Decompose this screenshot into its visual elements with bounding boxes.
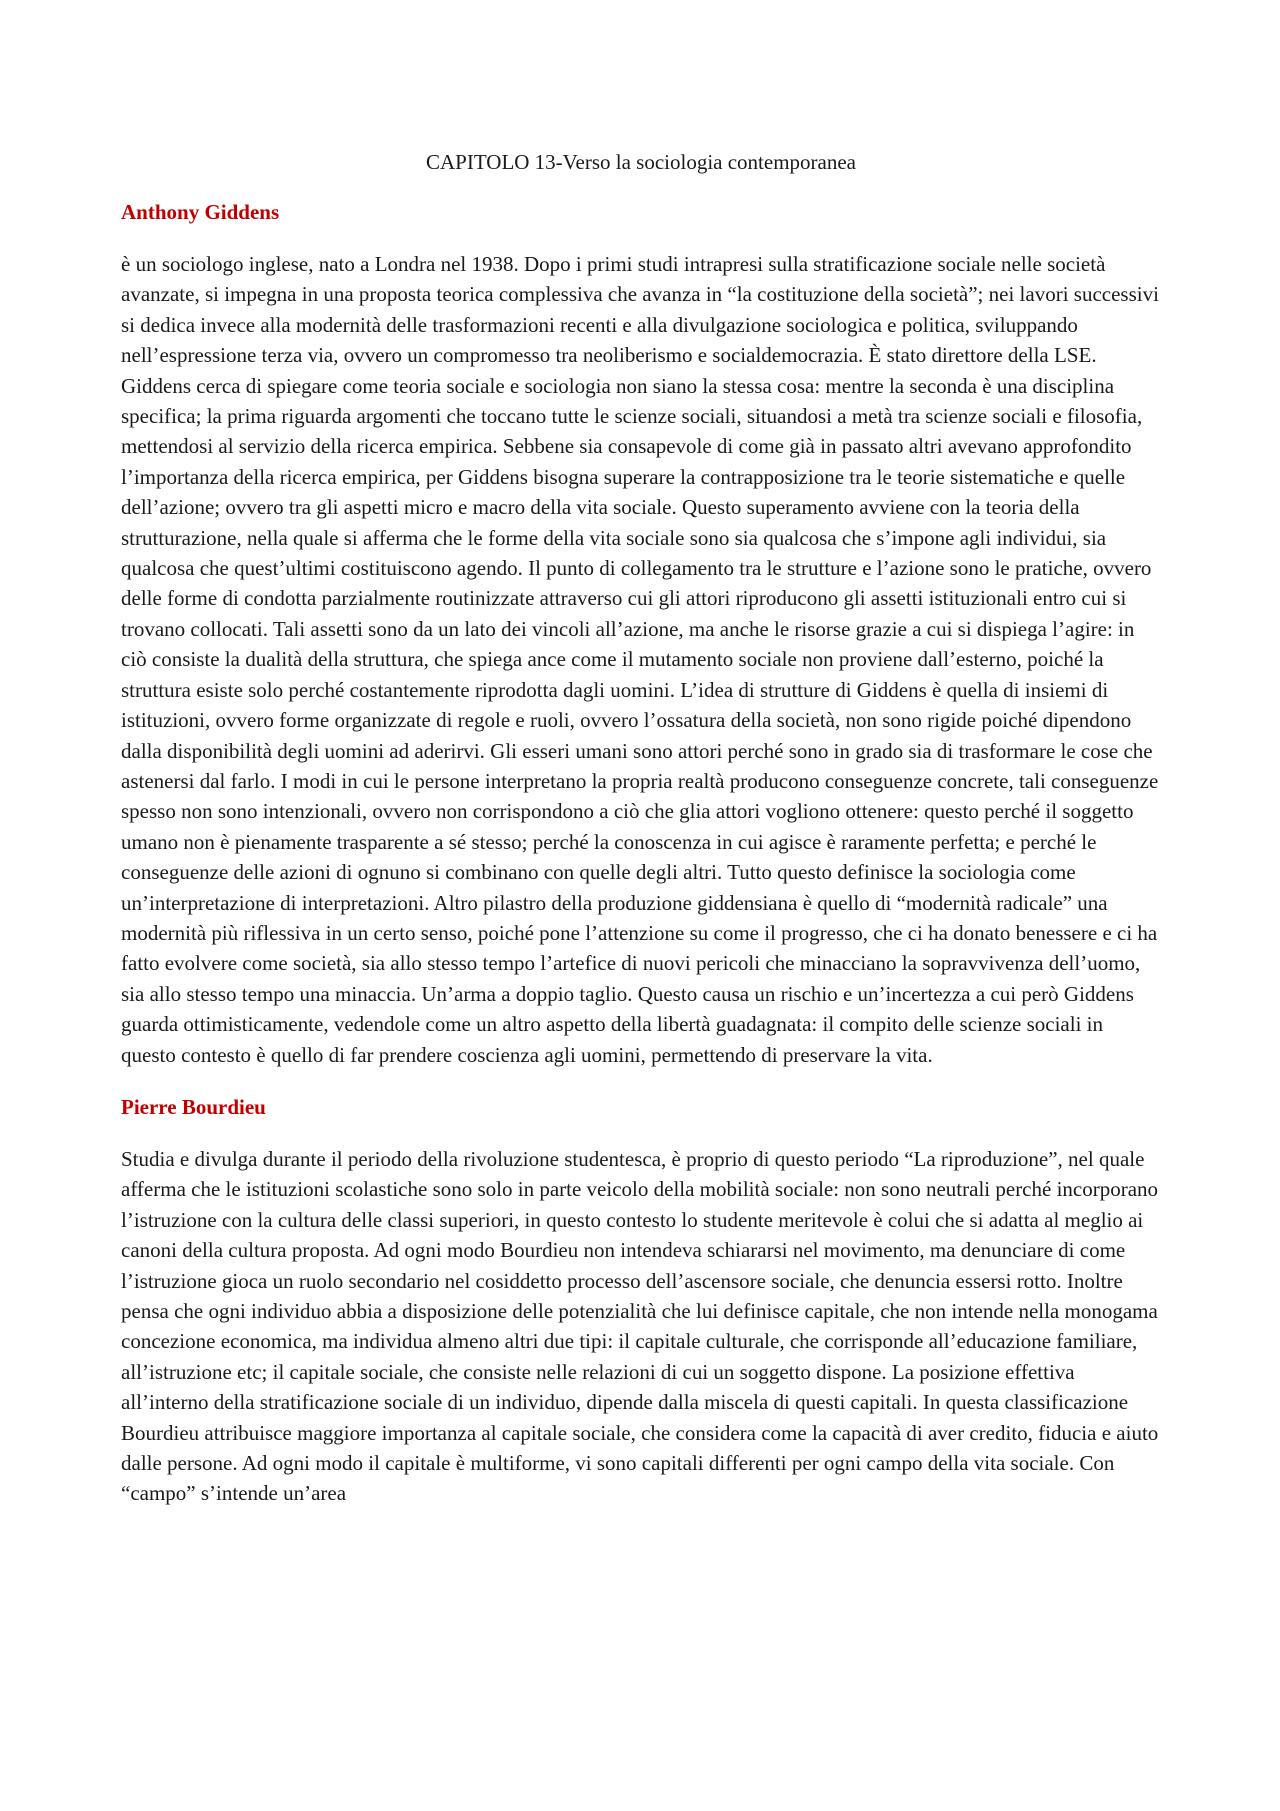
chapter-title: CAPITOLO 13-Verso la sociologia contemporanea xyxy=(425,150,856,174)
section-body-giddens: è un sociologo inglese, nato a Londra nel 1938. Dopo i primi studi intrapresi sulla stratificazione sociale nelle società avanzate, si impegna in una proposta teorica complessiva che avanza in “la costituzione della società”; nei lavori successivi si dedica invece alla modernità delle trasformazioni recenti e alla divulgazione sociologica e politica, sviluppando nell’espressione terza via, ovvero un compromesso tra neoliberismo e socialdemocrazia. È stato direttore della LSE. Giddens cerca di spiegare come teoria sociale e sociologia non siano la stessa cosa: mentre la seconda è una disciplina specifica; la prima riguarda argomenti che toccano tutte le scienze sociali, situandosi a metà tra scienze sociali e filosofia, mettendosi al servizio della ricerca empirica. Sebbene sia consapevole di come già in passato altri avevano approfondito l’importanza della ricerca empirica, per Giddens bisogna superare la contrapposizione tra le teorie sistematiche e quelle dell’azione; ovvero tra gli aspetti micro e macro della vita sociale. Questo superamento avviene con la teoria della strutturazione, nella quale si afferma che le forme della vita sociale sono sia qualcosa che s’impone agli individui, sia qualcosa che quest’ultimi costituiscono agendo. Il punto di collegamento tra le strutture e l’azione sono le pratiche, ovvero delle forme di condotta parzialmente routinizzate attraverso cui gli attori riproducono gli assetti istituzionali entro cui si trovano collocati. Tali assetti sono da un lato dei vincoli all’azione, ma anche le risorse grazie a cui si dispiega l’agire: in ciò consiste la dualità della struttura, che spiega ance come il mutamento sociale non proviene dall’esterno, poiché la struttura esiste solo perché costantemente riprodotta dagli uomini. L’idea di strutture di Giddens è quella di insiemi di istituzioni, ovvero forme organizzate di regole e ruoli, ovvero l’ossatura della società, non sono rigide poiché dipendono dalla disponibilità degli uomini ad aderirvi. Gli esseri umani sono attori perché sono in grado sia di trasformare le cose che astenersi dal farlo. I modi in cui le persone interpretano la propria realtà producono conseguenze concrete, tali conseguenze spesso non sono intenzionali, ovvero non corrispondono a ciò che glia attori vogliono ottenere: questo perché il soggetto umano non è pienamente trasparente a sé stesso; perché la conoscenza in cui agisce è raramente perfetta; e perché le conseguenze delle azioni di ognuno si combinano con quelle degli altri. Tutto questo definisce la sociologia come un’interpretazione di interpretazioni. Altro pilastro della produzione giddensiana è quello di “modernità radicale” una modernità più riflessiva in un certo senso, poiché pone l’attenzione su come il progresso, che ci ha donato benessere e ci ha fatto evolvere come società, sia allo stesso tempo l’artefice di nuovi pericoli che minacciano la sopravvivenza dell’uomo, sia allo stesso tempo una minaccia. Un’arma a doppio taglio. Questo causa un rischio e un’incertezza a cui però Giddens guarda ottimisticamente, vedendole come un altro aspetto della libertà guadagnata: il compito delle scienze sociali in questo contesto è quello di far prendere coscienza agli uomini, permettendo di preservare la vita. xyxy=(121,252,1159,1067)
section-heading-bourdieu: Pierre Bourdieu xyxy=(121,1094,266,1119)
section-heading-giddens: Anthony Giddens xyxy=(121,200,280,224)
document-content xyxy=(121,147,1161,1531)
section-body-bourdieu: Studia e divulga durante il periodo della rivoluzione studentesca, è proprio di questo periodo “La riproduzione”, nel quale afferma che le istituzioni scolastiche sono solo in parte veicolo della mobilità sociale: non sono neutrali perché incorporano l’istruzione con la cultura delle classi superiori, in questo contesto lo studente meritevole è colui che si adatta al meglio ai canoni della cultura proposta. Ad ogni modo Bourdieu non intendeva schiararsi nel movimento, ma denunciare di come l’istruzione gioca un ruolo secondario nel cosiddetto processo dell’ascensore sociale, che denuncia essersi rotto. Inoltre pensa che ogni individuo abbia a disposizione delle potenzialità che lui definisce capitale, che non intende nella monogama concezione economica, ma individua almeno altri due tipi: il capitale culturale, che corrisponde all’educazione familiare, all’istruzione etc; il capitale sociale, che consiste nelle relazioni di cui un soggetto dispone. La posizione effettiva all’interno della stratificazione sociale di un individuo, dipende dalla miscela di questi capitali. In questa classificazione Bourdieu attribuisce maggiore importanza al capitale sociale, che considera come la capacità di aver credito, fiducia e aiuto dalle persone. Ad ogni modo il capitale è multiforme, vi sono capitali differenti per ogni campo della vita sociale. Con “campo” s’intende un’area xyxy=(121,1146,1159,1506)
